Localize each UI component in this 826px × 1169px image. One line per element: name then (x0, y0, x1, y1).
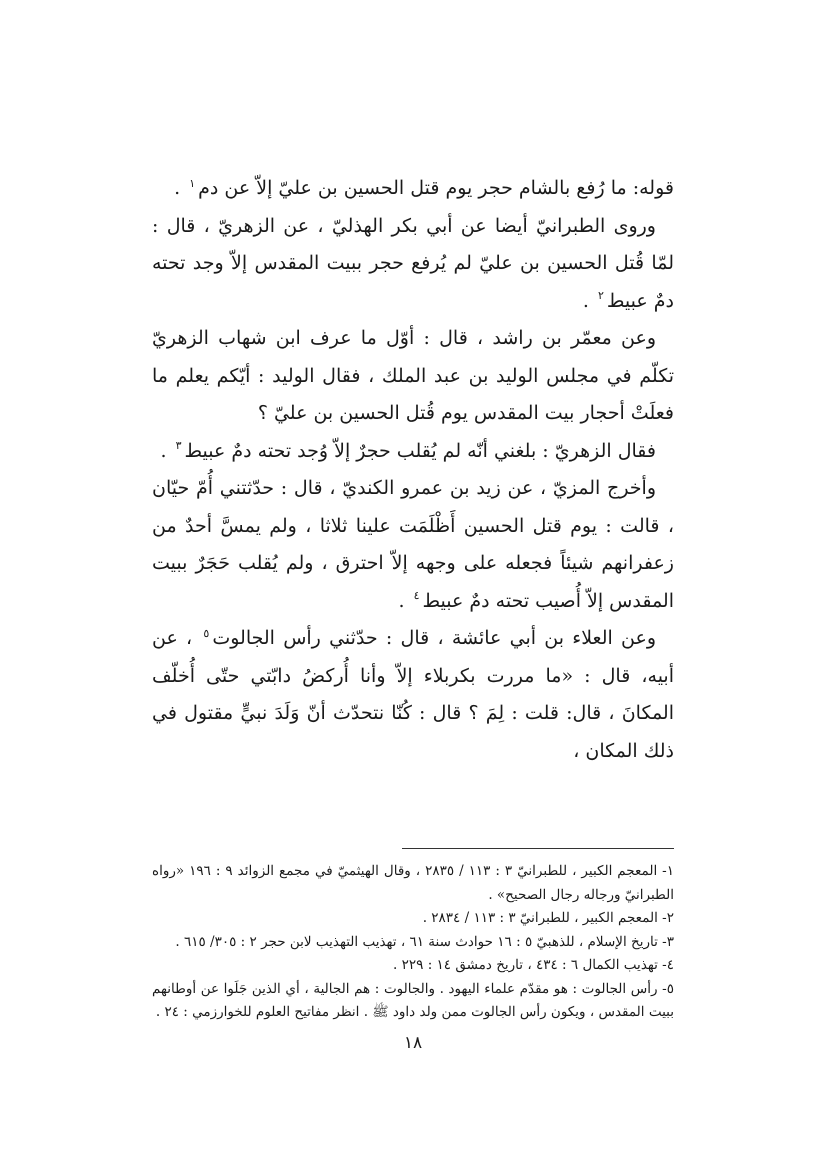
paragraph-2-text: وروى الطبرانيّ أيضا عن أبي بكر الهذليّ ، عن الزهريّ ، قال : لمّا قُتل الحسين بن عليّ لم يُرفع حجر ببيت المقدس إلاّ وجد تحته دمٌ عبيط (152, 214, 674, 312)
paragraph-1-text: قوله: ما رُفع بالشام حجر يوم قتل الحسين بن عليّ إلاّ عن دم (198, 177, 674, 199)
footnote-3: ٣- تاريخ الإسلام ، للذهبيّ ٥ : ١٦ حوادث سنة ٦١ ، تهذيب التهذيب لابن حجر ٢ : ٣٠٥/ ٦١٥ . (175, 933, 674, 950)
footnote-ref-2: ٢ (597, 289, 604, 303)
paragraph-6-text: وعن العلاء بن أبي عائشة ، قال : حدّثني رأس الجالوت (212, 627, 656, 649)
footnote-ref-4: ٤ (413, 589, 420, 603)
page-number: ١٨ (403, 1033, 423, 1053)
footnote-5: ٥- رأس الجالوت : هو مقدّم علماء اليهود . والجالوت : هم الجالية ، أي الذين جَلَوا عن أوطانهم ببيت المقدس ، ويكون رأس الجالوت ممن ولد داود ﷺ . انظر مفاتيح العلوم للخوارزمي : ٢٤ . (152, 980, 674, 1020)
paragraph-3 (152, 320, 674, 433)
footnote-ref-3: ٣ (175, 439, 182, 453)
main-text (152, 170, 674, 770)
paragraph-3-text: وعن معمّر بن راشد ، قال : أوّل ما عرف ابن شهاب الزهريّ تكلّم في مجلس الوليد بن عبد الملك ، فقال الوليد : أيّكم يعلم ما فعلَتْ أحجار بيت المقدس يوم قُتل الحسين بن عليّ ؟ (152, 327, 674, 424)
footnote-4: ٤- تهذيب الكمال ٦ : ٤٣٤ ، تاريخ دمشق ١٤ : ٢٢٩ . (393, 957, 674, 973)
paragraph-6-tail: ، عن أبيه، قال : «ما مررت بكربلاء إلاّ وأنا أُركضُ دابّتي حتّى أُخلّف المكانَ ، قال: قلت : لِمَ ؟ قال : كُنّا نتحدّث أنّ وَلَدَ نبيٍّ مقتول في ذلك المكان ، (152, 627, 674, 762)
paragraph-4-tail: . (160, 439, 173, 462)
paragraph-5-text: وأخرج المزيّ ، عن زيد بن عمرو الكنديّ ، قال : حدّثتني أُمّ حيّان ، قالت : يوم قتل الحسين أَظْلَمَت علينا ثلاثا ، ولم يمسَّ أحدٌ من زعفرانهم شيئاً فجعله على وجهه إلاّ احترق ، ولم يُقلب حَجَرٌ ببيت المقدس إلاّ أُصيب تحته دمٌ عبيط (152, 477, 674, 612)
footnote-ref-1: ١ (189, 176, 196, 190)
paragraph-1-tail: . (174, 177, 187, 199)
paragraph-2 (152, 208, 674, 321)
footnotes (152, 860, 674, 1025)
paragraph-4 (152, 433, 674, 471)
paragraph-5-tail: . (398, 589, 411, 612)
footnote-ref-5: ٥ (203, 626, 210, 640)
footnote-divider (402, 848, 674, 849)
paragraph-1 (152, 170, 674, 208)
paragraph-6 (152, 620, 674, 770)
footnote-2: ٢- المعجم الكبير ، للطبرانيّ ٣ : ١١٣ / ٢٨٣٤ . (422, 910, 674, 926)
paragraph-2-tail: . (582, 289, 595, 312)
footnote-1: ١- المعجم الكبير ، للطبرانيّ ٣ : ١١٣ / ٢٨٣٥ ، وقال الهيثميّ في مجمع الزوائد ٩ : ١٩٦ «رواه الطبرانيّ ورجاله رجال الصحيح» . (152, 863, 674, 903)
paragraph-4-text: فقال الزهريّ : بلغني أنّه لم يُقلب حجرٌ إلاّ وُجد تحته دمٌ عبيط (184, 439, 656, 462)
paragraph-5 (152, 470, 674, 620)
book-page (152, 170, 674, 1110)
